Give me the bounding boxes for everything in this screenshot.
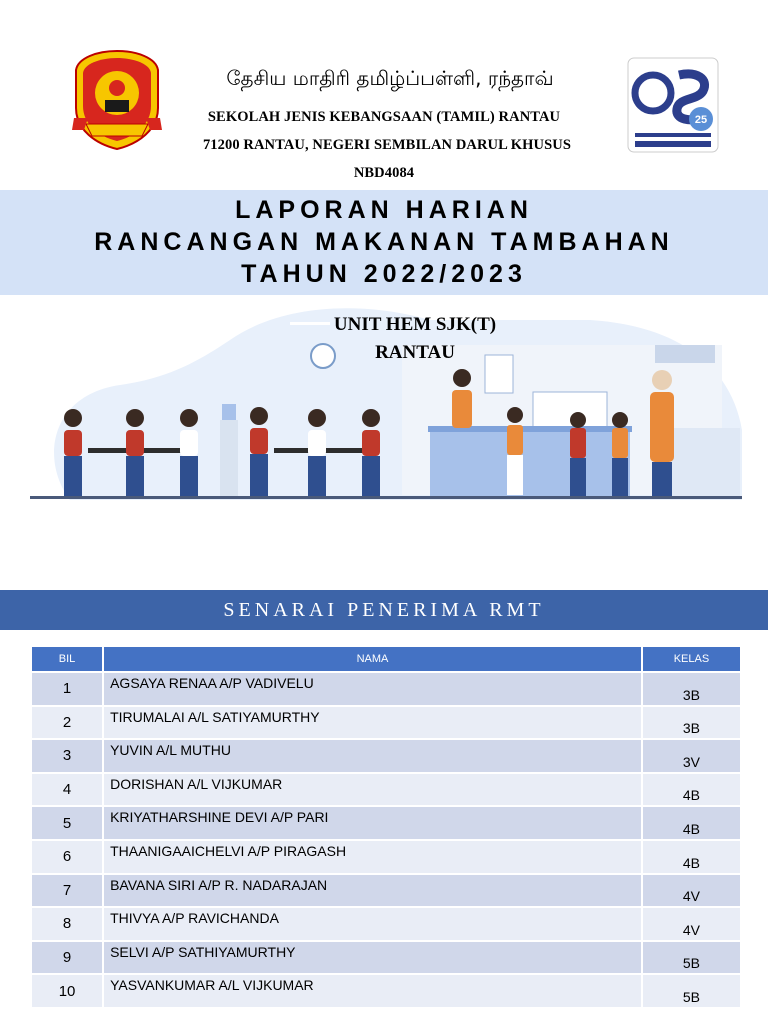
cell-bil: 3 xyxy=(32,740,102,772)
cell-kelas: 4B xyxy=(643,841,740,873)
school-name: SEKOLAH JENIS KEBANGSAAN (TAMIL) RANTAU xyxy=(207,109,561,125)
cell-bil: 10 xyxy=(32,975,102,1007)
cell-nama: YUVIN A/L MUTHU xyxy=(104,740,641,772)
unit-line-1: UNIT HEM SJK(T) xyxy=(333,314,497,335)
title-line-2: RANCANGAN MAKANAN TAMBAHAN xyxy=(94,228,674,256)
cell-nama: BAVANA SIRI A/P R. NADARAJAN xyxy=(104,875,641,907)
cell-kelas: 4B xyxy=(643,774,740,806)
cell-nama: AGSAYA RENAA A/P VADIVELU xyxy=(104,673,641,705)
cell-nama: DORISHAN A/L VIJKUMAR xyxy=(104,774,641,806)
cell-bil: 6 xyxy=(32,841,102,873)
column-header-nama: NAMA xyxy=(104,647,641,671)
table-row xyxy=(32,807,740,839)
cell-nama: TIRUMALAI A/L SATIYAMURTHY xyxy=(104,707,641,739)
cell-bil: 5 xyxy=(32,807,102,839)
table-row xyxy=(32,841,740,873)
school-address: 71200 RANTAU, NEGERI SEMBILAN DARUL KHUSUS xyxy=(202,137,572,153)
decorative-line xyxy=(290,322,330,325)
rmt-recipients-table xyxy=(30,645,742,1009)
table-header-row xyxy=(32,647,740,671)
table-row xyxy=(32,740,740,772)
table-row xyxy=(32,707,740,739)
school-name-tamil: தேசிய மாதிரி தமிழ்ப்பள்ளி, ரந்தாவ் xyxy=(226,66,554,90)
cell-nama: THIVYA A/P RAVICHANDA xyxy=(104,908,641,940)
cell-nama: THAANIGAAICHELVI A/P PIRAGASH xyxy=(104,841,641,873)
table-row xyxy=(32,908,740,940)
table-row xyxy=(32,673,740,705)
unit-line-2: RANTAU xyxy=(375,342,455,363)
cell-kelas: 3B xyxy=(643,707,740,739)
table-row xyxy=(32,774,740,806)
svg-text:25: 25 xyxy=(694,114,708,126)
title-banner xyxy=(0,190,768,295)
table-row xyxy=(32,975,740,1007)
column-header-kelas: KELAS xyxy=(643,647,740,671)
cell-kelas: 4V xyxy=(643,908,740,940)
cell-kelas: 5B xyxy=(643,942,740,974)
table-row xyxy=(32,875,740,907)
cell-bil: 9 xyxy=(32,942,102,974)
cell-kelas: 4B xyxy=(643,807,740,839)
school-code: NBD4084 xyxy=(353,165,415,181)
cell-bil: 4 xyxy=(32,774,102,806)
cell-nama: KRIYATHARSHINE DEVI A/P PARI xyxy=(104,807,641,839)
cell-bil: 1 xyxy=(32,673,102,705)
cell-bil: 7 xyxy=(32,875,102,907)
title-line-1: LAPORAN HARIAN xyxy=(235,196,533,224)
cell-kelas: 3B xyxy=(643,673,740,705)
cell-kelas: 3V xyxy=(643,740,740,772)
cell-bil: 2 xyxy=(32,707,102,739)
cell-nama: YASVANKUMAR A/L VIJKUMAR xyxy=(104,975,641,1007)
title-line-3: TAHUN 2022/2023 xyxy=(241,260,527,288)
cell-bil: 8 xyxy=(32,908,102,940)
cell-kelas: 4V xyxy=(643,875,740,907)
cell-nama: SELVI A/P SATHIYAMURTHY xyxy=(104,942,641,974)
table-row xyxy=(32,942,740,974)
column-header-bil: BIL xyxy=(32,647,102,671)
section-title: SENARAI PENERIMA RMT xyxy=(223,599,545,621)
cell-kelas: 5B xyxy=(643,975,740,1007)
